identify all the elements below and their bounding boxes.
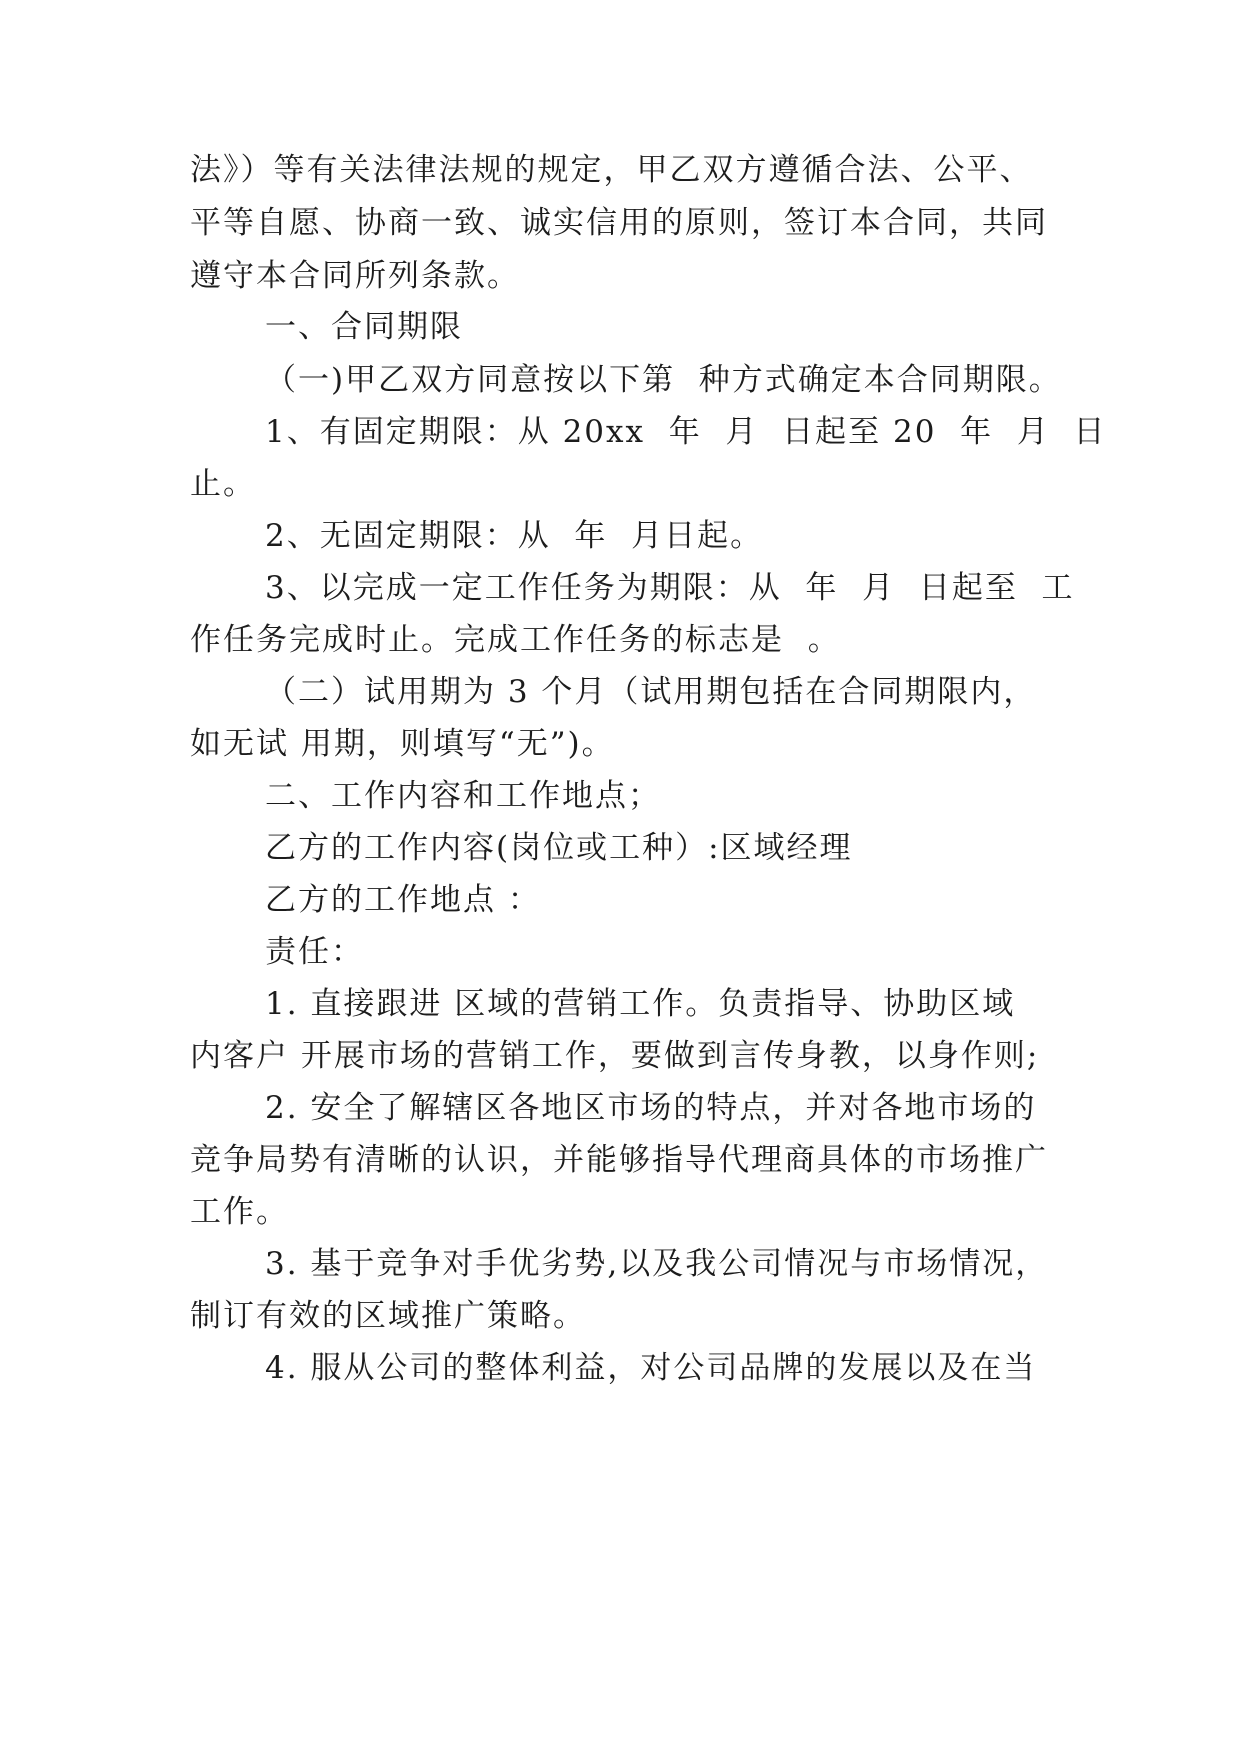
text-line: 竞争局势有清晰的认识，并能够指导代理商具体的市场推广 [190,1142,1048,1178]
text-line: 3、以完成一定工作任务为期限：从 年 月 日起至 工 [265,570,1075,606]
text-line: 制订有效的区域推广策略。 [190,1298,586,1334]
text-line: 遵守本合同所列条款。 [190,258,520,294]
text-line: 责任： [265,934,364,970]
text-line: 作任务完成时止。完成工作任务的标志是 。 [190,622,841,658]
text-line: 如无试 用期，则填写“无”)。 [190,726,615,762]
text-line: 法》）等有关法律法规的规定，甲乙双方遵循合法、公平、 [190,152,1033,188]
text-line: 1、有固定期限：从 20xx 年 月 日起至 20 年 月 日 [265,414,1107,450]
text-line: 工作。 [190,1194,289,1230]
text-line: 内客户 开展市场的营销工作，要做到言传身教，以身作则; [190,1038,1040,1074]
text-line: 2、无固定期限：从 年 月日起。 [265,518,764,554]
text-line: 2. 安全了解辖区各地区市场的特点，并对各地市场的 [265,1090,1037,1126]
text-line: （二）试用期为 3 个月（试用期包括在合同期限内， [265,674,1037,710]
text-line: （一)甲乙双方同意按以下第 种方式确定本合同期限。 [265,362,1062,398]
text-line: 乙方的工作内容(岗位或工种）:区域经理 [265,830,853,866]
text-line: 平等自愿、协商一致、诚实信用的原则，签订本合同，共同 [190,205,1048,241]
text-line: 3. 基于竞争对手优劣势,以及我公司情况与市场情况， [265,1246,1049,1282]
text-line: 4. 服从公司的整体利益，对公司品牌的发展以及在当 [265,1350,1037,1386]
section-heading: 一、合同期限 [265,309,463,345]
text-line: 乙方的工作地点 ： [265,882,541,918]
text-line: 止。 [190,466,256,502]
section-heading: 二、工作内容和工作地点； [265,778,661,814]
text-line: 1. 直接跟进 区域的营销工作。负责指导、协助区域 [265,986,1016,1022]
